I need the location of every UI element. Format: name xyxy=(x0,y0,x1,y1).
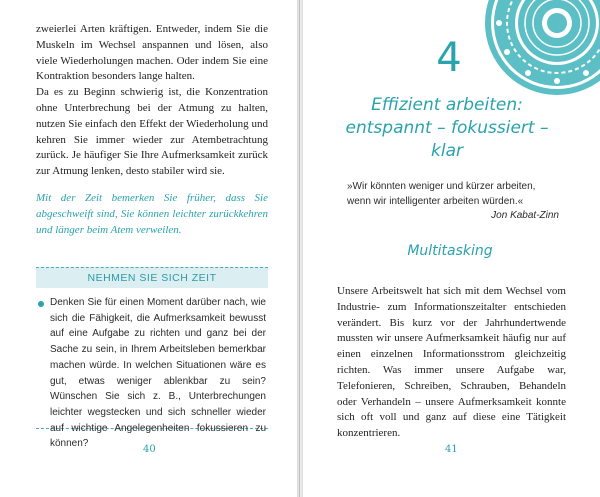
epigraph-author: Jon Kabat-Zinn xyxy=(491,210,559,221)
right-body-text xyxy=(337,284,566,442)
page-number-left: 40 xyxy=(143,444,156,455)
highlight-text: Mit der Zeit bemerken Sie früher, dass Sie abgeschweift sind, Sie können leichter zurückkehren und länger beim Atem verweilen. xyxy=(36,192,268,236)
chapter-title-line-1: Effizient arbeiten: xyxy=(371,95,523,115)
page-number-right: 41 xyxy=(445,444,458,455)
mandala-ornament-icon xyxy=(482,0,600,98)
left-paragraph-2: Da es zu Beginn schwierig ist, die Konzentration ohne Unterbrechung bei der Atmung zu halten, nutzen Sie einfach den Effekt der Wiederholung und kehren Sie immer wieder zur Atembetrachtung zurück. Je häufiger Sie Ihre Aufmerksamkeit zurück zur Atmung lenken, desto stabiler wird sie. xyxy=(36,86,268,178)
left-page xyxy=(0,0,297,497)
chapter-title xyxy=(330,94,564,163)
gutter-divider xyxy=(299,0,300,497)
chapter-number: 4 xyxy=(436,35,462,81)
chapter-title-line-2: entspannt – fokussiert – klar xyxy=(345,118,549,161)
section-heading: Multitasking xyxy=(407,243,493,259)
right-paragraph: Unsere Arbeitswelt hat sich mit dem Wechsel vom Industrie- zum Informationszeitalter entschieden verändert. Bis kurz vor der Jahrhundertwende mussten wir unsere Aufmerksamkeit häufig nur auf einen einzelnen Informationsstrom gleichzeitig richten. Was immer unsere Aufgabe war, Telefonieren, Schreiben, Schrauben, Behandeln oder Verhandeln – unsere Aufmerksamkeit konnte sich oft voll und ganz auf diese eine Tätigkeit konzentrieren. xyxy=(337,285,566,440)
bullet-dot-icon xyxy=(38,301,44,307)
left-paragraph-1: zweierlei Arten kräftigen. Entweder, indem Sie die Muskeln im Wechsel anspannen und lösen, also viele Wiederholungen machen. Oder indem Sie eine Kontraktion besonders lange halten. xyxy=(36,23,268,83)
epigraph-quote: »Wir könnten weniger und kürzer arbeiten, wenn wir intelligenter arbeiten würden.« xyxy=(347,181,536,207)
left-body-text xyxy=(36,22,268,180)
exercise-box-text: Denken Sie für einen Moment darüber nach, wie sich die Fähigkeit, die Aufmerksamkeit bewusst auf eine Aufgabe zu richten und ganz bei der Sache zu sein, in Ihrem Arbeitsleben bemerkbar machen würde. In welchen Situationen wäre es gut, etwas weniger ablenkbar zu sein? Wünschen Sie sich z. B., Unterbrechungen leichter wegstecken und sich schneller wieder auf wichtige Angelegenheiten fokussieren zu können? xyxy=(50,297,266,450)
exercise-box-title: NEHMEN SIE SICH ZEIT xyxy=(36,267,268,289)
